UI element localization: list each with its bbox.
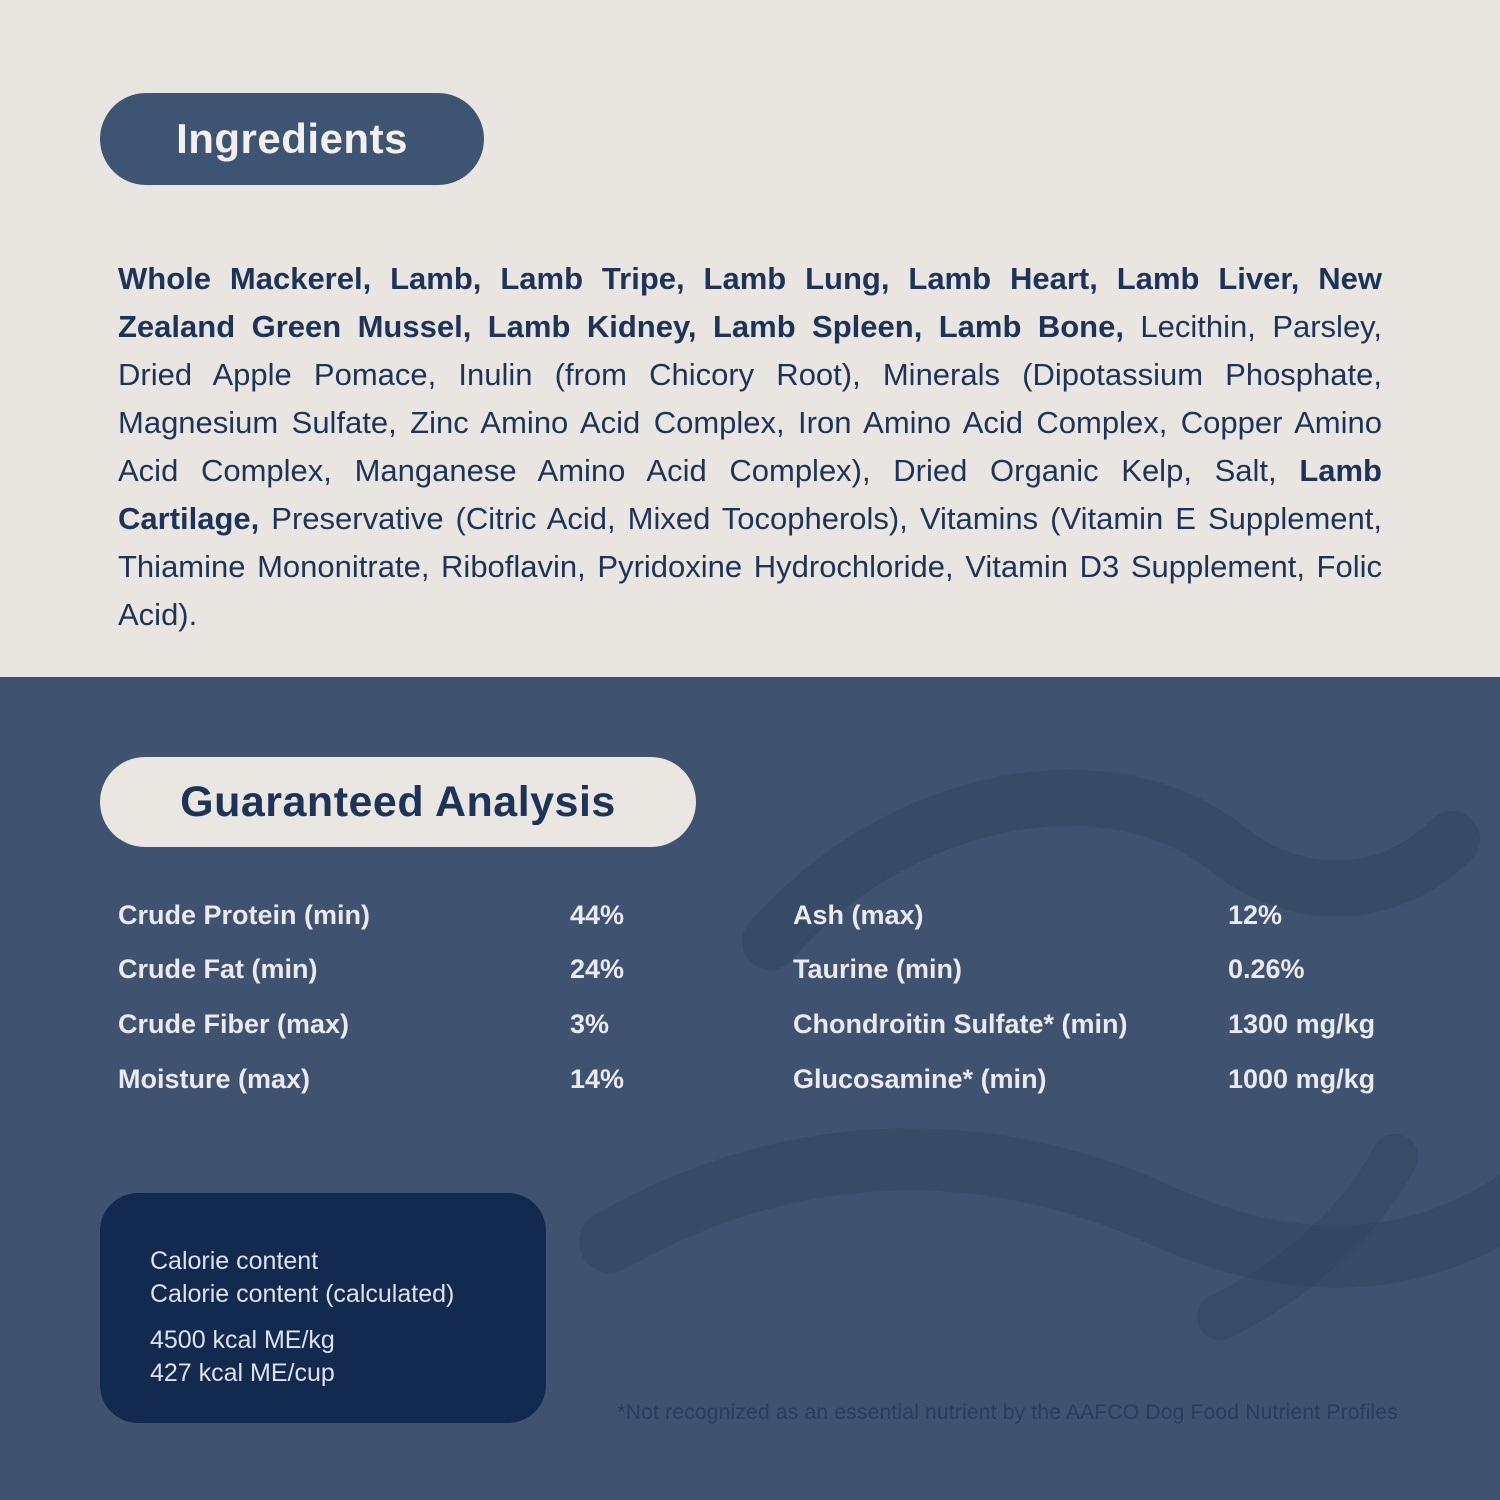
nutrient-label: Crude Fat (min) — [118, 954, 318, 985]
analysis-row — [793, 997, 1500, 1052]
aafco-footnote: *Not recognized as an essential nutrient by the AAFCO Dog Food Nutrient Profiles — [617, 1401, 1398, 1424]
nutrient-value: 0.26% — [1228, 954, 1305, 985]
analysis-column-left — [118, 888, 793, 1106]
ingredients-segment: Lecithin, Parsley, Dried Apple Pomace, Inulin (from Chicory Root), Minerals (Dipotassium Phosphate, Magnesium Sulfate, Zinc Amino Acid Complex, Iron Amino Acid Complex, Copper Amino Acid Complex, Manganese Amino Acid Complex), Dried Organic Kelp, Salt, — [118, 309, 1382, 488]
nutrient-value: 12% — [1228, 899, 1283, 930]
calorie-content-box — [100, 1193, 546, 1423]
guaranteed-analysis-header-pill — [100, 757, 696, 847]
calorie-title-calculated: Calorie content (calculated) — [150, 1280, 455, 1308]
nutrient-label: Crude Protein (min) — [118, 899, 371, 930]
calorie-title: Calorie content — [150, 1247, 319, 1275]
guaranteed-analysis-section — [0, 677, 1500, 1500]
analysis-row — [118, 1052, 793, 1107]
nutrient-value: 3% — [570, 1008, 610, 1039]
guaranteed-analysis-header-label: Guaranteed Analysis — [180, 777, 616, 826]
ingredients-list — [118, 255, 1382, 639]
nutrient-value: 44% — [570, 899, 625, 930]
ingredients-segment-bold: Whole Mackerel, Lamb, Lamb Tripe, Lamb Lung, Lamb Heart, Lamb Liver, New Zealand Green Mussel, Lamb Kidney, Lamb Spleen, Lamb Bone, — [118, 261, 1382, 344]
analysis-column-right — [793, 888, 1500, 1106]
analysis-row — [118, 943, 793, 998]
nutrient-value: 1000 mg/kg — [1228, 1063, 1376, 1094]
ingredients-header-pill — [100, 93, 484, 185]
analysis-row — [793, 1052, 1500, 1107]
analysis-row — [793, 888, 1500, 943]
ingredients-header-label: Ingredients — [176, 115, 408, 162]
nutrient-value: 14% — [570, 1063, 625, 1094]
nutrient-label: Crude Fiber (max) — [118, 1008, 350, 1039]
analysis-row — [118, 997, 793, 1052]
nutrient-label: Glucosamine* (min) — [793, 1063, 1047, 1094]
nutrient-value: 24% — [570, 954, 625, 985]
spacer — [150, 1311, 546, 1324]
analysis-row — [118, 888, 793, 943]
analysis-row — [793, 943, 1500, 998]
nutrient-label: Ash (max) — [793, 899, 924, 930]
ingredients-segment-bold: Lamb Cartilage, — [118, 453, 1382, 536]
nutrient-label: Moisture (max) — [118, 1063, 311, 1094]
calorie-value-cup: 427 kcal ME/cup — [150, 1359, 335, 1387]
nutrient-label: Chondroitin Sulfate* (min) — [793, 1008, 1128, 1039]
ingredients-section — [0, 0, 1500, 677]
calorie-value-kg: 4500 kcal ME/kg — [150, 1326, 335, 1354]
nutrient-label: Taurine (min) — [793, 954, 963, 985]
ingredients-segment: Preservative (Citric Acid, Mixed Tocopherols), Vitamins (Vitamin E Supplement, Thiamine Mononitrate, Riboflavin, Pyridoxine Hydrochloride, Vitamin D3 Supplement, Folic Acid). — [118, 501, 1382, 632]
nutrient-value: 1300 mg/kg — [1228, 1008, 1376, 1039]
